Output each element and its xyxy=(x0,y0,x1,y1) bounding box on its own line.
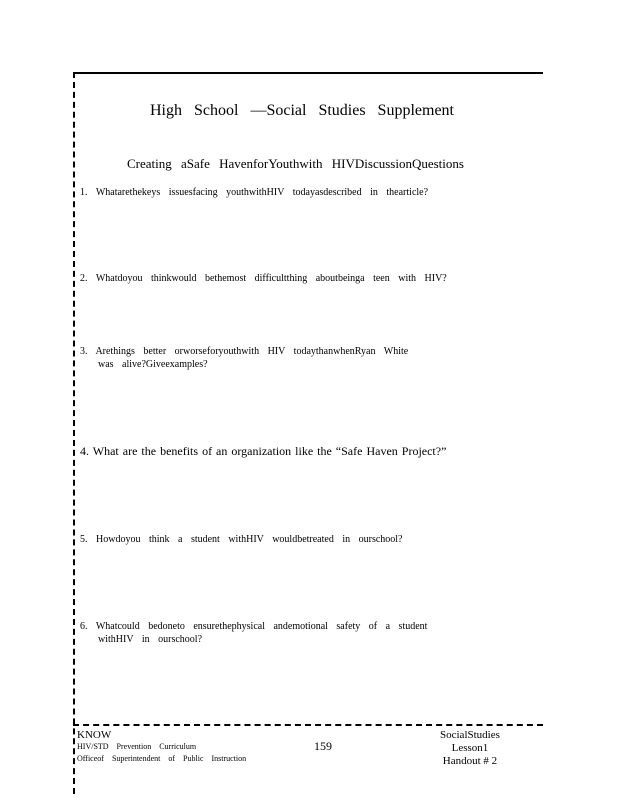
footer-lesson: Lesson1 xyxy=(451,742,489,754)
question-4 xyxy=(80,445,446,458)
question-5 xyxy=(80,533,403,546)
page-subtitle: Creating aSafe HavenforYouthwith HIVDiscussionQuestions xyxy=(127,156,464,171)
footer-right xyxy=(440,729,500,768)
question-3-text: 3. Arethings better orworseforyouthwith HIV todaythanwhenRyan White xyxy=(80,346,409,357)
question-3-continuation: was alive?Giveexamples? xyxy=(98,359,208,370)
top-border-rule xyxy=(73,72,543,74)
question-2 xyxy=(80,272,447,285)
footer-office: Officeof Superintendent of Public Instruction xyxy=(77,754,247,763)
question-3 xyxy=(80,345,408,371)
question-6 xyxy=(80,620,427,646)
question-5-text: 5. Howdoyou think a student withHIV wouldbetreated in ourschool? xyxy=(80,534,403,545)
page-title: High School —Social Studies Supplement xyxy=(150,102,454,119)
footer-handout: Handout # 2 xyxy=(442,755,498,767)
question-6-continuation: withHIV in ourschool? xyxy=(98,634,203,645)
footer-divider xyxy=(73,724,543,726)
question-1-text: 1. Whatarethekeys issuesfacing youthwithHIV todayasdescribed in thearticle? xyxy=(80,187,429,198)
footer-subject: SocialStudies xyxy=(440,729,500,741)
question-2-text: 2. Whatdoyou thinkwould bethemost difficultthing aboutbeinga teen with HIV? xyxy=(80,273,447,284)
question-6-text: 6. Whatcould bedoneto ensurethephysical andemotional safety of a student xyxy=(80,621,428,632)
question-1 xyxy=(80,186,428,199)
footer-left xyxy=(77,729,246,765)
left-dashed-border xyxy=(73,72,75,794)
footer-program-name: KNOW xyxy=(77,729,112,741)
page-number: 159 xyxy=(314,739,332,753)
footer-curriculum: HIV/STD Prevention Curriculum xyxy=(77,742,197,751)
question-4-text: 4. What are the benefits of an organization like the “Safe Haven Project?” xyxy=(80,444,447,458)
